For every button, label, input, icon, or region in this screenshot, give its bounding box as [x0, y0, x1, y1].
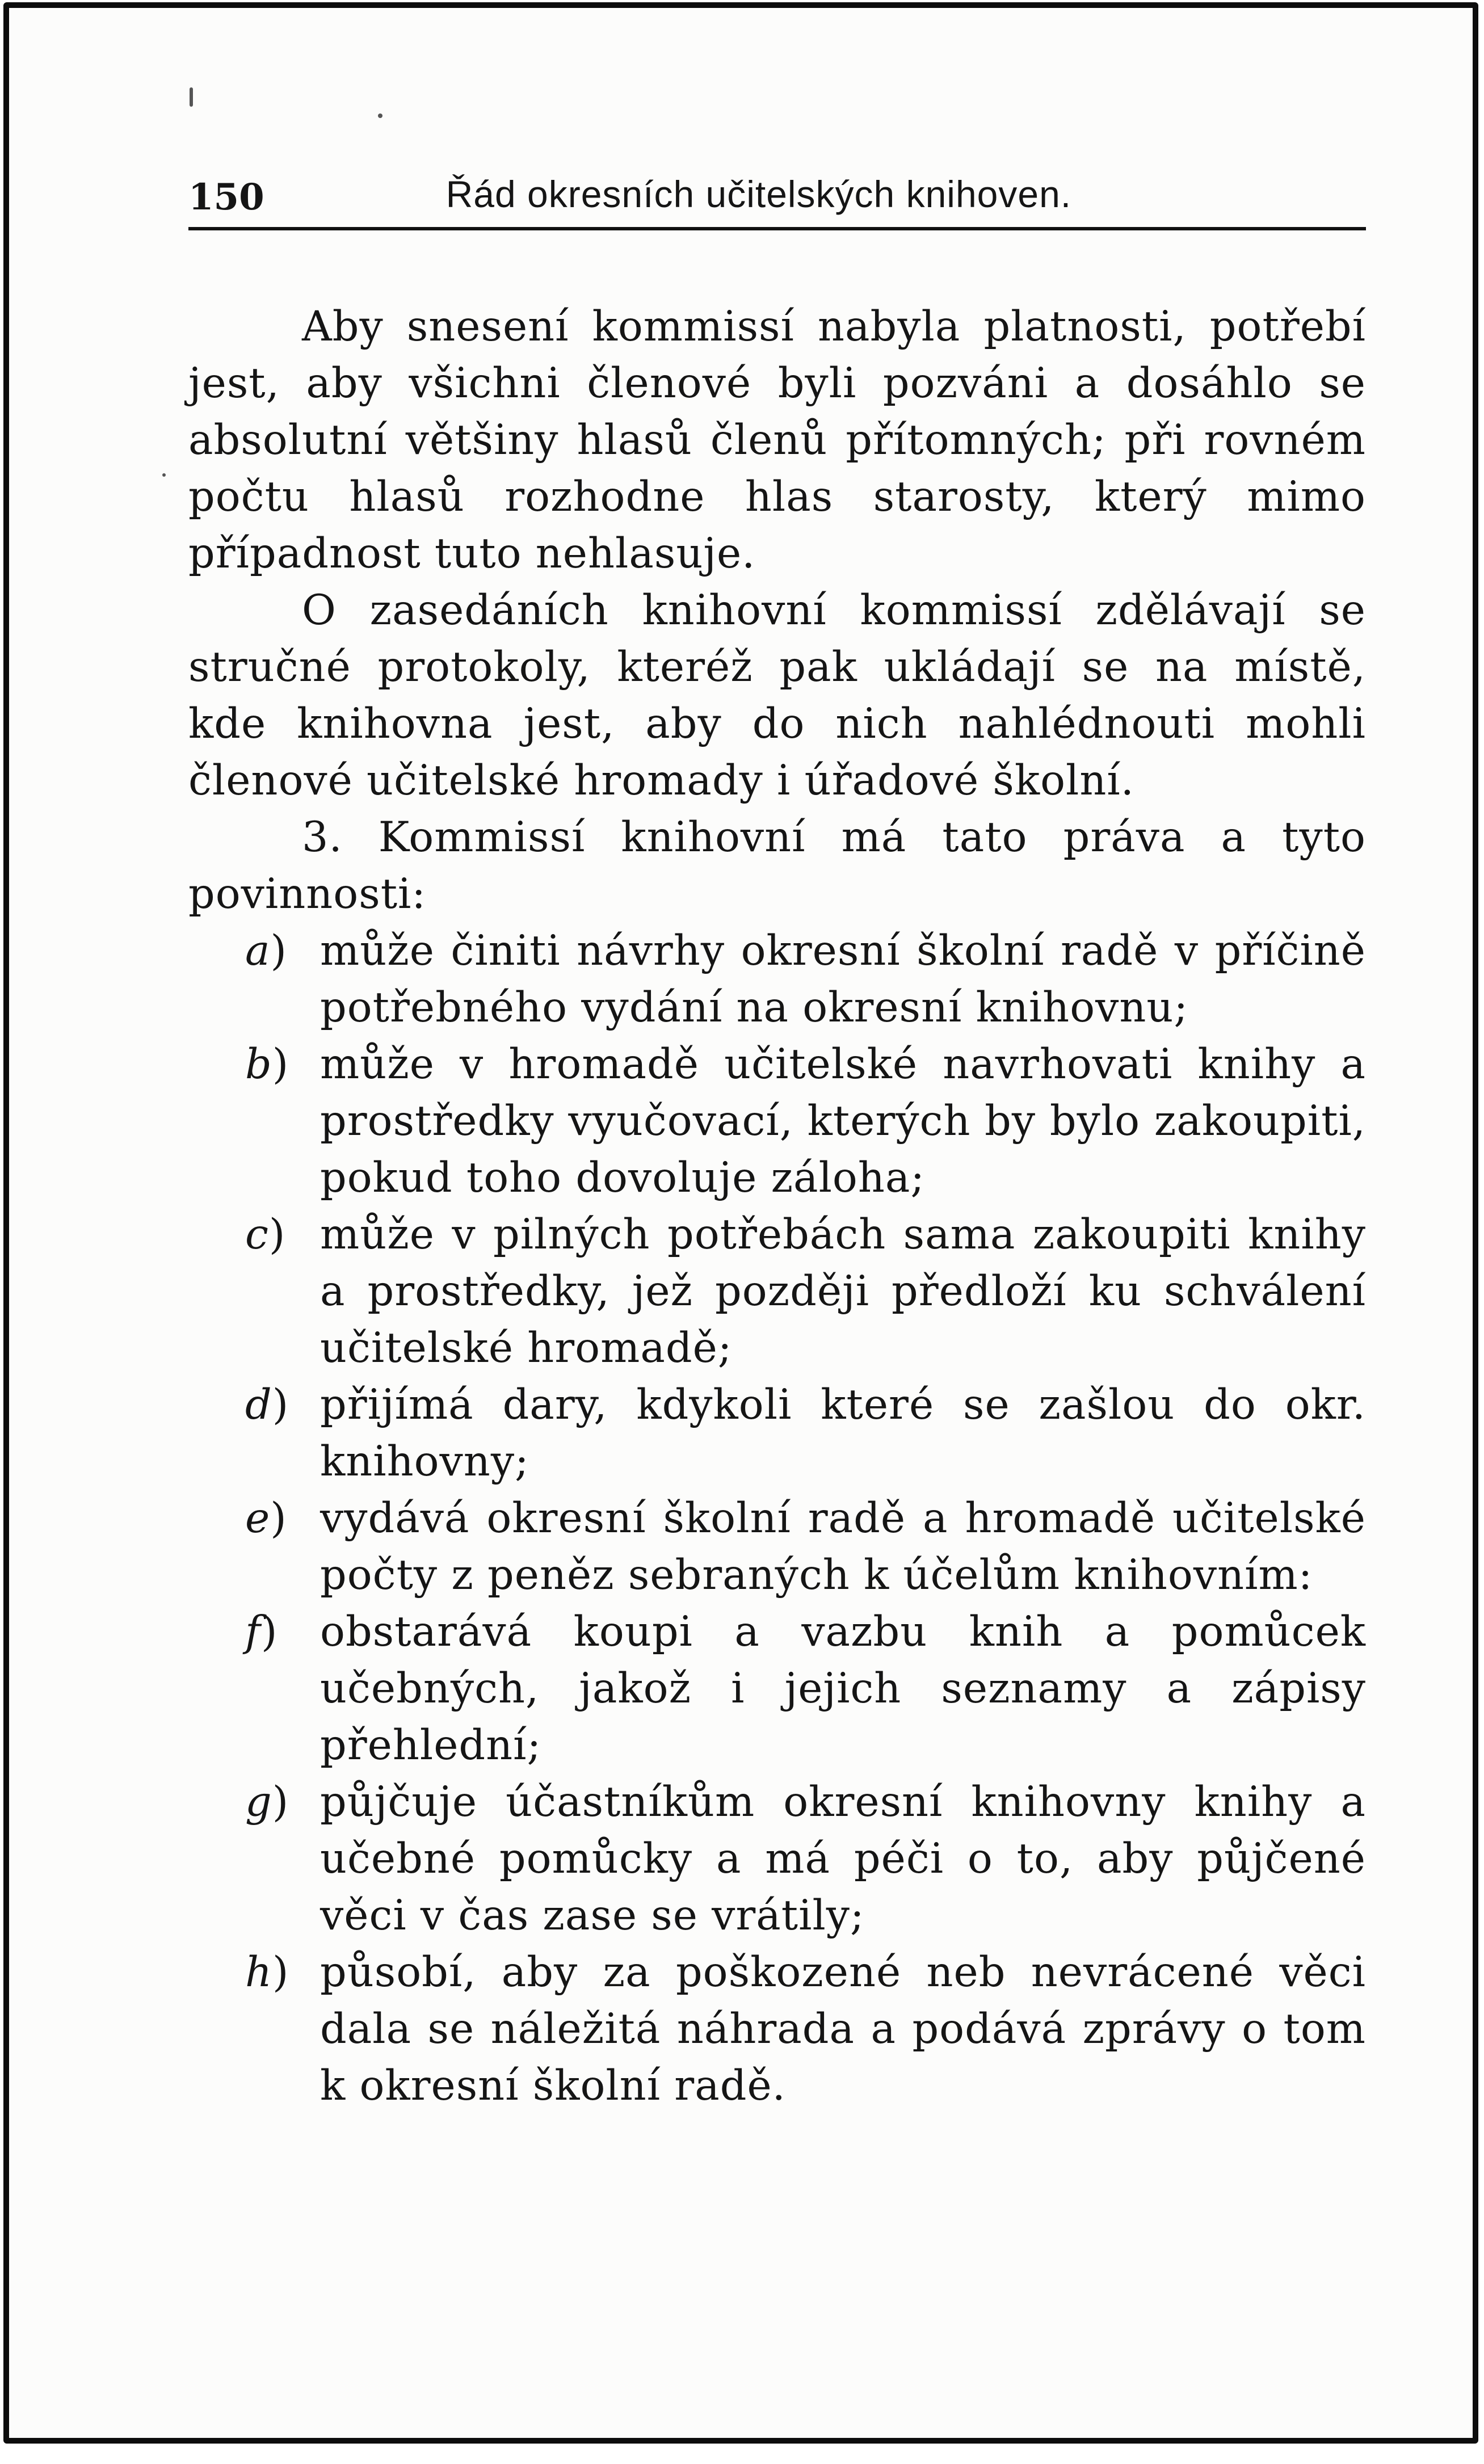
list-item-text: může v pilných potřebách sama zakoupiti knihy a prostředky, jež později předloží ku schválení učitelské hromadě; — [320, 1210, 1366, 1372]
paragraph: 3. Kommissí knihovní má tato práva a tyto povinnosti: — [188, 813, 1366, 918]
list-item-text: přijímá dary, kdykoli které se zašlou do okr. knihovny; — [320, 1381, 1366, 1486]
list-item — [188, 1036, 1366, 1206]
scan-speck — [162, 473, 166, 477]
list-item — [188, 1604, 1366, 1774]
scan-speck — [378, 113, 382, 118]
list-marker: d) — [245, 1381, 289, 1429]
list-item-text: může činiti návrhy okresní školní radě v příčině potřebného vydání na okresní knihovnu; — [320, 927, 1366, 1032]
paragraph: Aby snesení kommissí nabyla platnosti, potřebí jest, aby všichni členové byli pozváni a dosáhlo se absolutní většiny hlasů členů přítomných; při rovném počtu hlasů rozhodne hlas starosty, který mimo případnost tuto nehlasuje. — [188, 302, 1366, 578]
list-item — [188, 1377, 1366, 1490]
list-item — [188, 1206, 1366, 1377]
list-item-text: může v hromadě učitelské navrhovati knihy a prostředky vyučovací, kterých by bylo zakoupiti, pokud toho dovoluje záloha; — [320, 1040, 1366, 1202]
list-item — [188, 1774, 1366, 1944]
list-item-text: půjčuje účastníkům okresní knihovny knihy a učebné pomůcky a má péči o to, aby půjčené věci v čas zase se vrátily; — [320, 1778, 1366, 1940]
list-marker: h) — [245, 1948, 289, 1996]
list-marker: c) — [245, 1210, 286, 1259]
list-item — [188, 923, 1366, 1036]
page-number: 150 — [188, 176, 264, 218]
list-item-text: obstarává koupi a vazbu knih a pomůcek učebných, jakož i jejich seznamy a zápisy přehlední; — [320, 1608, 1366, 1769]
page-content — [188, 165, 1366, 2114]
list-marker: f) — [245, 1608, 278, 1656]
list-marker: g) — [245, 1778, 289, 1826]
scan-speck — [190, 87, 193, 107]
running-title: Řád okresních učitelských knihoven. — [445, 173, 1072, 215]
list-item-text: vydává okresní školní radě a hromadě učitelské počty z peněz sebraných k účelům knihovním: — [320, 1494, 1366, 1599]
list-item-text: působí, aby za poškozené neb nevrácené věci dala se náležitá náhrada a podává zprávy o tom k okresní školní radě. — [320, 1948, 1366, 2110]
list-item — [188, 1490, 1366, 1604]
paragraph: O zasedáních knihovní kommissí zdělávají se stručné protokoly, kteréž pak ukládají se na místě, kde knihovna jest, aby do nich nahlédnouti mohli členové učitelské hromady i úřadové školní. — [188, 586, 1366, 805]
duties-list — [188, 923, 1366, 2114]
body-text — [188, 298, 1366, 2114]
list-marker: b) — [245, 1040, 289, 1088]
list-item — [188, 1944, 1366, 2114]
page-header — [188, 165, 1366, 230]
list-marker: a) — [245, 927, 288, 975]
list-marker: e) — [245, 1494, 287, 1542]
